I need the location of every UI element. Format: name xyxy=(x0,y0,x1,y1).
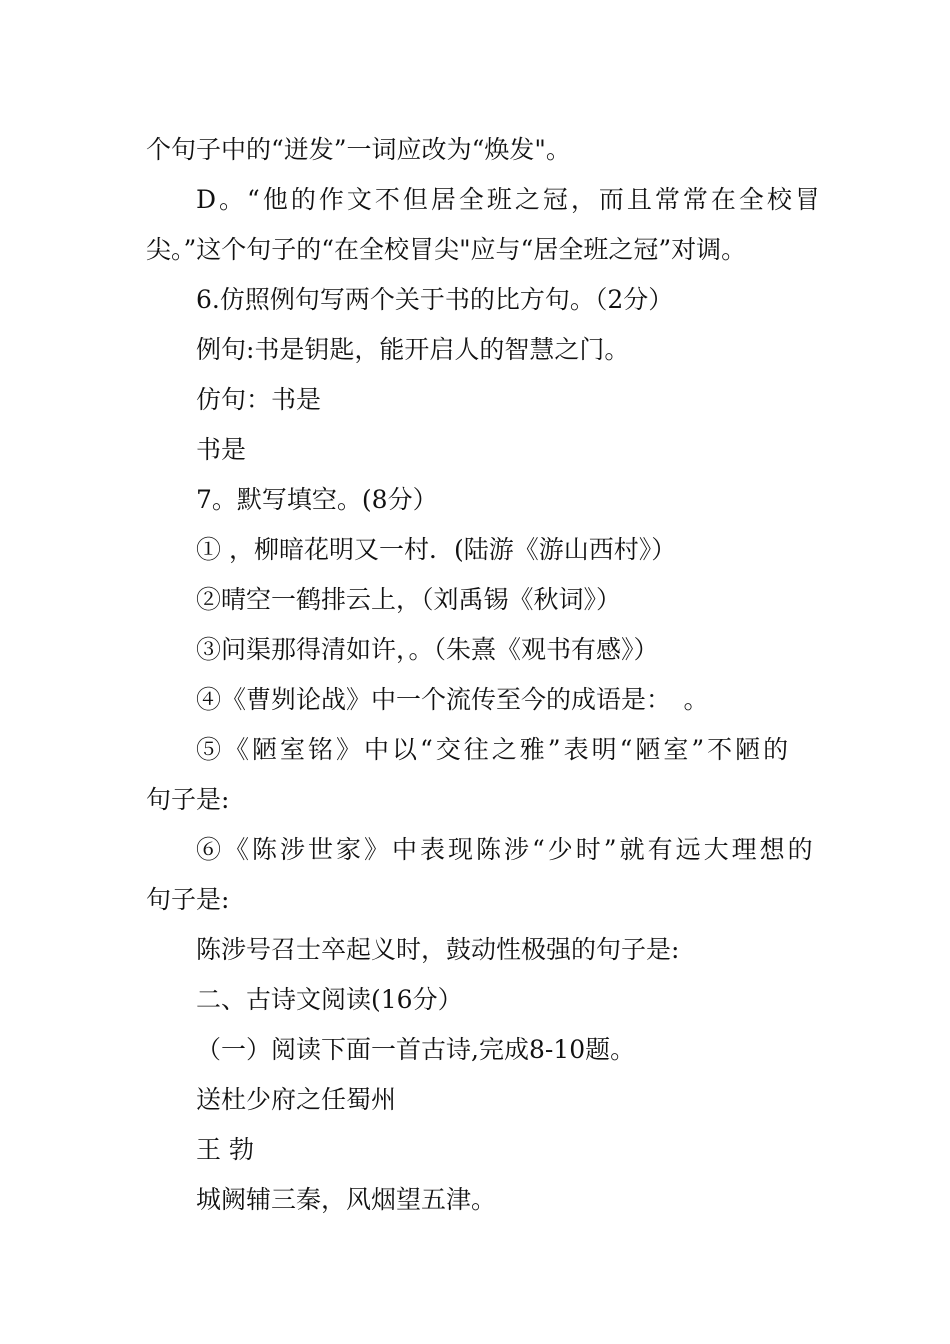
text-line: 尖。”这个句子的“在全校冒尖"应与“居全班之冠”对调。 xyxy=(146,235,747,264)
poem-author: 王 勃 xyxy=(196,1135,254,1164)
text-line: 个句子中的“迸发”一词应改为“焕发"。 xyxy=(146,135,571,164)
imitation-sentence-line: 仿句：书是 xyxy=(196,385,322,414)
imitation-sentence-line: 书是 xyxy=(196,435,247,464)
fill-blank-item: ⑥《陈涉世家》中表现陈涉“少时”就有远大理想的 xyxy=(196,835,816,864)
fill-blank-item: ⑤《陋室铭》中以“交往之雅”表明“陋室”不陋的 xyxy=(196,735,792,764)
fill-blank-item: ④《曹刿论战》中一个流传至今的成语是： 。 xyxy=(196,685,709,714)
question-6-line: 6.仿照例句写两个关于书的比方句。（2分） xyxy=(196,285,674,314)
text-line: 句子是: xyxy=(146,885,230,914)
example-sentence-line: 例句:书是钥匙，能开启人的智慧之门。 xyxy=(196,335,630,364)
question-7-line: 7。默写填空。(8分） xyxy=(196,485,438,514)
text-line: 句子是: xyxy=(146,785,230,814)
fill-blank-item: ① ，柳暗花明又一村．(陆游《游山西村》） xyxy=(196,535,677,564)
subsection-heading: （一）阅读下面一首古诗,完成8-10题。 xyxy=(196,1035,636,1064)
text-line: D。“他的作文不但居全班之冠，而且常常在全校冒 xyxy=(196,185,823,214)
section-heading: 二、古诗文阅读(16分） xyxy=(196,985,463,1014)
poem-title: 送杜少府之任蜀州 xyxy=(196,1085,397,1114)
fill-blank-item: ②晴空一鹤排云上，（刘禹锡《秋词》） xyxy=(196,585,622,614)
poem-line: 城阙辅三秦，风烟望五津。 xyxy=(196,1185,497,1214)
fill-blank-item: ③问渠那得清如许，。（朱熹《观书有感》） xyxy=(196,635,659,664)
text-line: 陈涉号召士卒起义时，鼓动性极强的句子是: xyxy=(196,935,680,964)
